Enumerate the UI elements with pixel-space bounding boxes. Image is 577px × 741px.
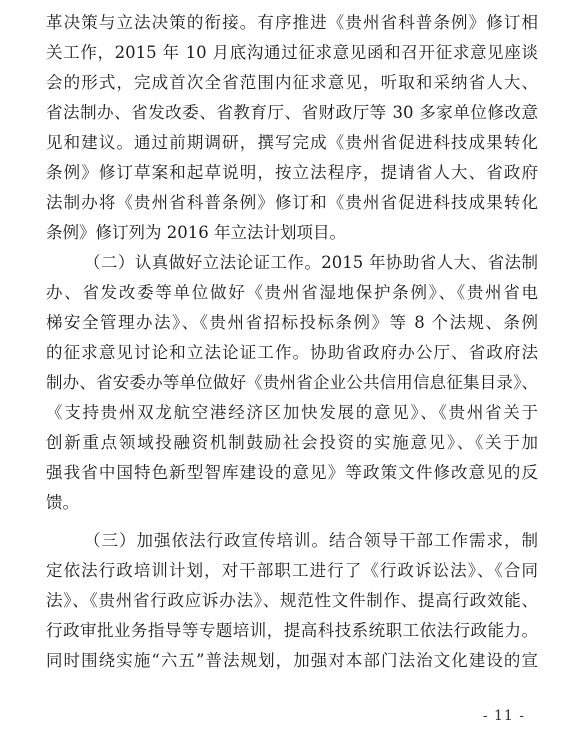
text-line: 会的形式，完成首次全省范围内征求意见，听取和采纳省人大、 (46, 73, 538, 92)
section-heading-line: （二）认真做好立法论证工作。2015 年协助省人大、省法制 (84, 253, 538, 272)
text-line: 制办、省安委办等单位做好《贵州省企业公共信用信息征集目录》、 (46, 373, 538, 392)
text-line: 创新重点领域投融资机制鼓励社会投资的实施意见》、《关于加 (46, 433, 538, 452)
section-heading-line: （三）加强依法行政宣传培训。结合领导干部工作需求，制 (84, 531, 538, 550)
page-number: - 11 - (482, 708, 525, 724)
text-line: 法制办将《贵州省科普条例》修订和《贵州省促进科技成果转化 (46, 193, 538, 212)
text-line: 见和建议。通过前期调研，撰写完成《贵州省促进科技成果转化 (46, 133, 538, 152)
text-line: 关工作，2015 年 10 月底沟通过征求意见函和召开征求意见座谈 (46, 43, 538, 62)
text-line: 条例》修订草案和起草说明，按立法程序，提请省人大、省政府 (46, 163, 538, 182)
text-line: 的征求意见讨论和立法论证工作。协助省政府办公厅、省政府法 (46, 343, 538, 362)
text-line: 省法制办、省发改委、省教育厅、省财政厅等 30 多家单位修改意 (46, 103, 538, 122)
text-line: 革决策与立法决策的衔接。有序推进《贵州省科普条例》修订相 (46, 13, 538, 32)
text-line: 《支持贵州双龙航空港经济区加快发展的意见》、《贵州省关于 (46, 403, 538, 422)
text-line: 定依法行政培训计划，对干部职工进行了《行政诉讼法》、《合同 (46, 561, 538, 580)
text-line: 强我省中国特色新型智库建设的意见》等政策文件修改意见的反 (46, 463, 538, 482)
text-line: 行政审批业务指导等专题培训，提高科技系统职工依法行政能力。 (46, 621, 538, 640)
text-line: 同时围绕实施“六五”普法规划，加强对本部门法治文化建设的宣 (46, 651, 538, 670)
text-line: 办、省发改委等单位做好《贵州省湿地保护条例》、《贵州省电 (46, 283, 538, 302)
text-line: 梯安全管理办法》、《贵州省招标投标条例》等 8 个法规、条例 (46, 313, 538, 332)
text-line: 条例》修订列为 2016 年立法计划项目。 (46, 223, 346, 242)
text-line: 馈。 (46, 493, 79, 512)
text-line: 法》、《贵州省行政应诉办法》、规范性文件制作、提高行政效能、 (46, 591, 538, 610)
